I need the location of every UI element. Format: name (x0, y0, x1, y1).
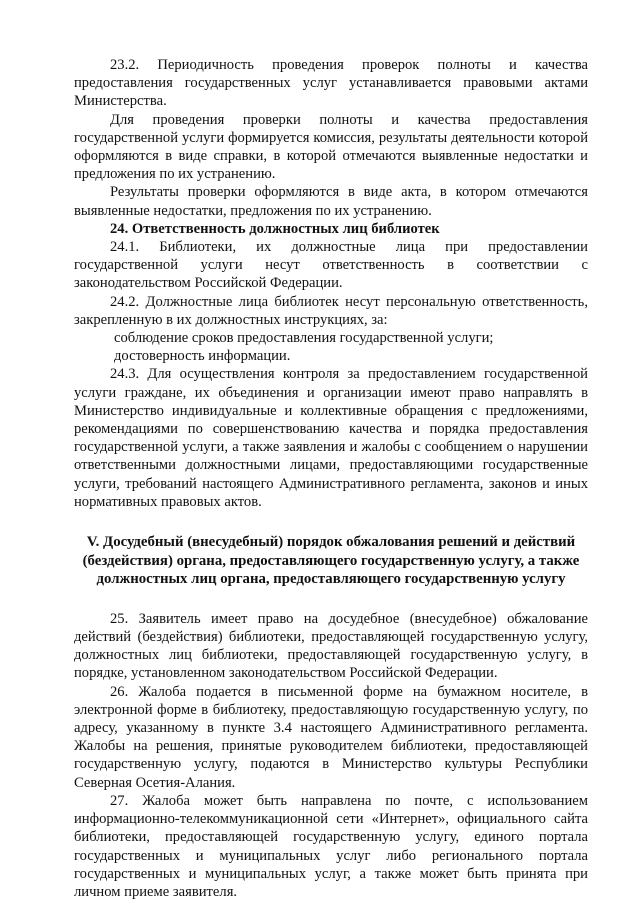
paragraph-23-2: 23.2. Периодичность проведения проверок полноты и качества предоставления государственных услуг устанавливается правовыми актами Министерства. (74, 57, 588, 110)
paragraph-24-2-item-2: достоверность информации. (114, 348, 291, 365)
paragraph-24-2: 24.2. Должностные лица библиотек несут персональную ответственность, закрепленную в их должностных инструкциях, за: (74, 293, 588, 328)
paragraph-25: 25. Заявитель имеет право на досудебное (внесудебное) обжалование действий (бездействия) библиотеки, предоставляющей государственную услугу, должностных лиц библиотеки, предоставляющей государственную услугу, в порядке, установленном законодательством Российской Федерации. (74, 610, 588, 682)
paragraph-24-2-item-1: соблюдение сроков предоставления государственной услуги; (114, 330, 494, 347)
document-body (74, 56, 588, 901)
paragraph-results: Результаты проверки оформляются в виде акта, в котором отмечаются выявленные недостатки, предложения по их устранению. (74, 184, 588, 219)
paragraph-26: 26. Жалоба подается в письменной форме на бумажном носителе, в электронной форме в библиотеку, предоставляющую государственную услугу, по адресу, указанному в пункте 3.4 настоящего Административного регламента. Жалобы на решения, принятые руководителем библиотеки, предоставляющей государственную услугу, подаются в Министерство культуры Республики Северная Осетия-Алания. (74, 683, 588, 791)
paragraph-24-3: 24.3. Для осуществления контроля за предоставлением государственной услуги граждане, их объединения и организации имеют право направлять в Министерство индивидуальные и коллективные обращения с предложениями, рекомендациями по совершенствованию качества и порядка предоставления государственной услуги, а также заявления и жалобы с сообщением о нарушении ответственными должностными лицами, предоставляющими государственные услуги, требований настоящего Административного регламента, законов и иных нормативных правовых актов. (74, 366, 588, 510)
paragraph-commission: Для проведения проверки полноты и качества предоставления государственной услуги формируется комиссия, результаты деятельности которой оформляются в виде справки, в которой отмечаются выявленные недостатки и предложения по их устранению. (74, 111, 588, 183)
paragraph-24-1: 24.1. Библиотеки, их должностные лица при предоставлении государственной услуги несут ответственность в соответствии с законодательством Российской Федерации. (74, 239, 588, 292)
heading-24: 24. Ответственность должностных лиц библиотек (110, 220, 440, 237)
section-v-title: V. Досудебный (внесудебный) порядок обжалования решений и действий (бездействия) органа, предоставляющего государственную услугу, а также должностных лиц органа, предоставляющего государственную услугу (82, 534, 580, 588)
paragraph-27: 27. Жалоба может быть направлена по почте, с использованием информационно-телекоммуникационной сети «Интернет», официального сайта библиотеки, предоставляющей государственную услугу, единого портала государственных и муниципальных услуг либо регионального портала государственных и муниципальных услуг, а также может быть принята при личном приеме заявителя. (74, 792, 588, 900)
